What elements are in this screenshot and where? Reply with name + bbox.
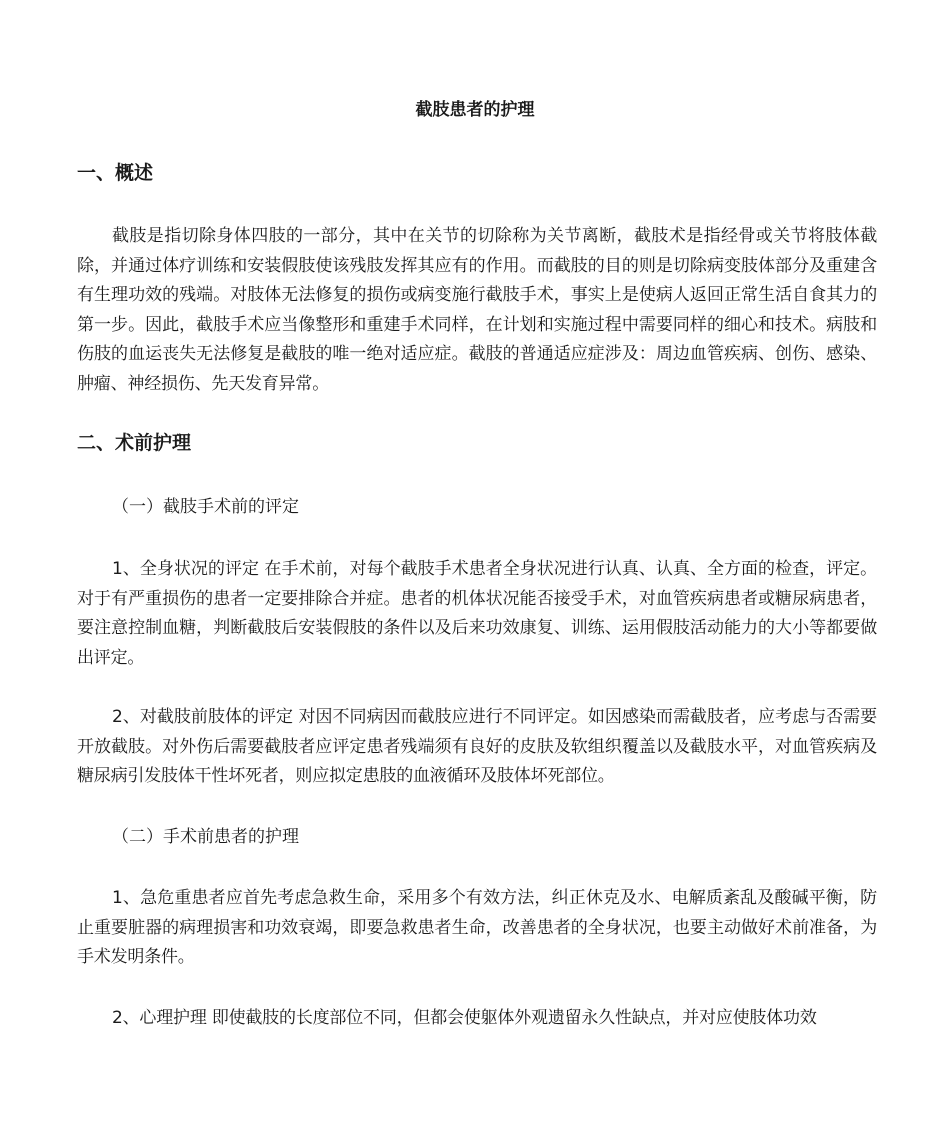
- paragraph-emergency-care: 1、急危重患者应首先考虑急救生命，采用多个有效方法，纠正休克及水、电解质紊乱及酸碱平衡，防止重要脏器的病理损害和功效衰竭，即要急救患者生命，改善患者的全身状况，也要主动做好术前准备，为手术发明条件。: [77, 888, 877, 967]
- document-title: 截肢患者的护理: [415, 100, 535, 120]
- section-heading-preoperative-care: 二、术前护理: [77, 432, 192, 454]
- paragraph-psychological-care: 2、心理护理 即使截肢的长度部位不同，但都会使躯体外观遗留永久性缺点，并对应使肢体功效: [112, 1008, 817, 1028]
- paragraph-general-condition-assessment: 1、全身状况的评定 在手术前，对每个截肢手术患者全身状况进行认真、认真、全方面的检查，评定。对于有严重损伤的患者一定要排除合并症。患者的机体状况能否接受手术，对血管疾病患者或糖尿病患者，要注意控制血糖，判断截肢后安装假肢的条件以及后来功效康复、训练、运用假肢活动能力的大小等都要做出评定。: [77, 559, 877, 668]
- paragraph-overview: 截肢是指切除身体四肢的一部分，其中在关节的切除称为关节离断，截肢术是指经骨或关节将肢体截除，并通过体疗训练和安装假肢使该残肢发挥其应有的作用。而截肢的目的则是切除病变肢体部分及重建含有生理功效的残端。对肢体无法修复的损伤或病变施行截肢手术，事实上是使病人返回正常生活自食其力的第一步。因此，截肢手术应当像整形和重建手术同样，在计划和实施过程中需要同样的细心和技术。病肢和伤肢的血运丧失无法修复是截肢的唯一绝对适应症。截肢的普通适应症涉及：周边血管疾病、创伤、感染、肿瘤、神经损伤、先天发育异常。: [77, 226, 877, 394]
- section-heading-overview: 一、概述: [77, 162, 154, 184]
- subsection-heading-assessment: （一）截肢手术前的评定: [112, 497, 299, 517]
- subsection-heading-patient-care: （二）手术前患者的护理: [112, 827, 299, 847]
- paragraph-limb-assessment: 2、对截肢前肢体的评定 对因不同病因而截肢应进行不同评定。如因感染而需截肢者，应考虑与否需要开放截肢。对外伤后需要截肢者应评定患者残端须有良好的皮肤及软组织覆盖以及截肢水平，对血管疾病及糖尿病引发肢体干性坏死者，则应拟定患肢的血液循环及肢体坏死部位。: [77, 707, 877, 786]
